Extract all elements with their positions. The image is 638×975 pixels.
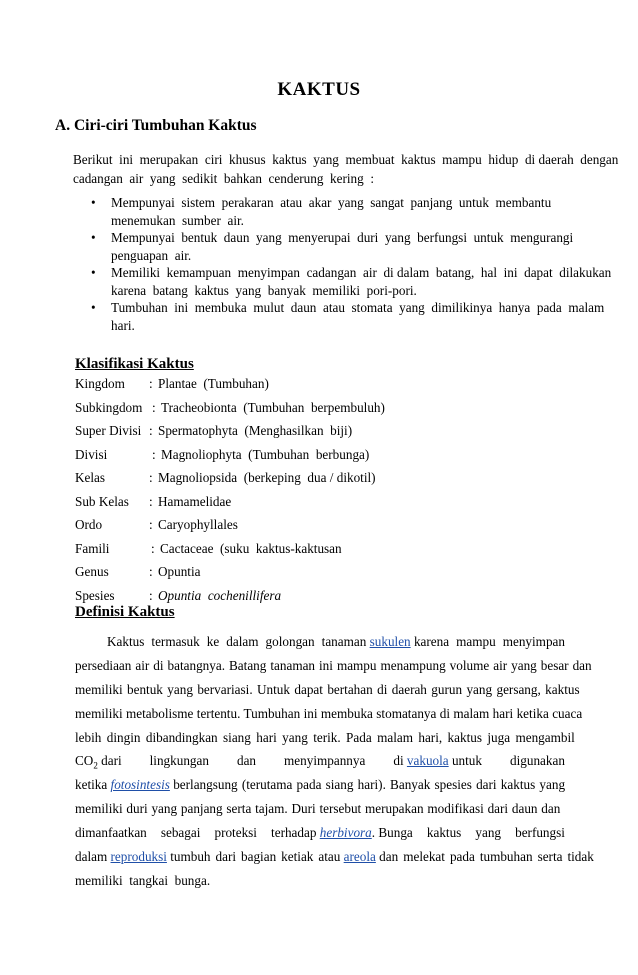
link-sukulen[interactable]: sukulen [369,634,411,649]
bullet-icon: • [91,265,96,280]
word: termasuk [151,634,200,649]
word: dimanfaatkan [75,825,147,841]
word-co2: $CO_2$ dari [75,753,122,772]
klasifikasi-heading: Klasifikasi Kaktus [75,356,194,372]
intro-line: cadangan air yang sedikit bahkan cenderung kering : [73,171,375,186]
line-text: memiliki bentuk yang bervariasi. Untuk dapat bertahan di daerah gurun yang gersang, kaktus [75,681,580,697]
word: proteksi [214,825,257,841]
row-key: Spesies [75,587,115,603]
word: yang [475,825,502,841]
bullet-item [73,299,605,334]
row-key: Kelas [75,470,106,485]
paragraph-line [75,657,592,681]
word-with-link: dalam reproduksi tumbuh dari bagian ketiak atau areola dan melekat pada tumbuhan serta tidak [75,849,594,865]
row-key: Ordo [75,517,103,532]
link-areola[interactable]: areola [343,849,376,865]
row-value: Opuntia [158,564,201,579]
row-separator: : [152,446,156,462]
bullet-line: Mempunyai sistem perakaran atau akar yang sangat panjang untuk membantu [111,195,552,210]
word: kaktus [426,825,462,841]
row-separator: : [149,470,153,485]
paragraph-line [75,776,565,800]
row-value: Hamamelidae [158,493,232,509]
row-key: Divisi [75,446,108,462]
page-title: KAKTUS [277,79,361,100]
line-text: memiliki duri yang panjang serta tajam. Duri tersebut merupakan modifikasi dari daun dan [75,801,561,817]
bullet-line: penguapan air. [111,247,192,263]
row-separator: : [149,376,153,391]
row-value: Cactaceae (suku kaktus-kaktusan [160,540,342,556]
intro-line: Berikut ini merupakan ciri khusus kaktus yang membuat kaktus mampu hidup di daerah dengan [73,152,619,167]
bullet-line: Tumbuhan ini membuka mulut daun atau stomata yang dimilikinya hanya pada malam [111,300,605,315]
row-separator: : [149,564,153,579]
bullet-icon: • [91,300,96,315]
link-vakuola[interactable]: vakuola [406,753,449,769]
bullet-icon: • [91,230,96,245]
link-fotosintesis[interactable]: fotosintesis [110,777,170,793]
paragraph-line [75,800,565,824]
paragraph-line [75,705,583,729]
row-separator: : [149,587,153,603]
row-key: Super Divisi [75,423,142,438]
table-row [75,563,495,587]
paragraph-line [75,824,565,848]
paragraph-line [75,729,575,753]
row-value: Plantae (Tumbuhan) [158,376,269,391]
word: mampu [456,634,496,649]
paragraph-line [75,752,565,776]
word: Kaktus [107,634,145,649]
bullet-line: Memiliki kemampuan menyimpan cadangan air di dalam batang, hal ini dapat dilakukan [111,265,612,280]
paragraph-line [75,633,565,657]
line-text: persediaan air di batangnya. Batang tanaman ini mampu menampung volume air yang besar dan [75,657,592,673]
row-separator: : [149,493,153,509]
bullet-line: Mempunyai bentuk daun yang menyerupai duri yang berfungsi untuk mengurangi [111,230,574,245]
row-separator: : [149,517,153,532]
table-row [75,422,495,446]
bullet-line: menemukan sumber air. [111,212,244,228]
link-herbivora[interactable]: herbivora [319,825,372,841]
definisi-heading: Definisi Kaktus [75,604,175,620]
word-with-link: di vakuola untuk [393,753,482,769]
row-separator: : [149,423,153,438]
row-key: Famili [75,540,110,556]
table-row [75,446,495,470]
bullet-item [73,264,612,299]
bullet-item [73,229,574,264]
word-with-link: tanaman sukulen karena [321,634,450,649]
row-value: Spermatophyta (Menghasilkan biji) [158,423,353,438]
line-text: lebih dingin dibandingkan siang hari yang terik. Pada malam hari, kaktus juga mengambil [75,729,575,745]
bullet-list [73,194,612,334]
table-row [75,493,495,517]
row-key: Subkingdom [75,399,143,415]
word: berfungsi [515,825,565,841]
word: sebagai [160,825,201,841]
row-value: Opuntia cochenillifera [158,587,282,603]
intro-paragraph [73,150,619,188]
word: dan [236,753,257,769]
row-value: Caryophyllales [158,517,238,532]
table-row [75,469,495,493]
word: lingkungan [149,753,209,769]
bullet-line: karena batang kaktus yang banyak memiliki pori-pori. [111,282,417,298]
word: dalam [226,634,259,649]
row-key: Genus [75,564,109,579]
section-a-heading: A. Ciri-ciri Tumbuhan Kaktus [55,117,257,134]
table-row [75,375,495,399]
paragraph-line [75,681,580,705]
row-value: Tracheobionta (Tumbuhan berpembuluh) [161,399,385,415]
word-with-link: ketika fotosintesis berlangsung (terutama pada siang hari). Banyak spesies dari kaktus yang [75,777,566,793]
definisi-paragraph [75,633,594,896]
paragraph-line [75,872,565,896]
row-value: Magnoliophyta (Tumbuhan berbunga) [161,446,370,462]
word: menyimpan [502,634,565,649]
table-row [75,399,495,423]
row-separator: : [152,399,156,415]
word: ke [206,634,220,649]
table-row [75,516,495,540]
link-reproduksi[interactable]: reproduksi [110,849,167,865]
row-key: Sub Kelas [75,493,129,509]
word-with-link: terhadap herbivora. Bunga [271,825,413,841]
bullet-line: hari. [111,317,135,333]
bullet-icon: • [91,195,96,210]
klasifikasi-table [75,375,495,610]
line-text: memiliki tangkai bunga. [75,872,211,888]
row-separator: : [151,540,155,556]
line-text: memiliki metabolisme tertentu. Tumbuhan ini membuka stomatanya di malam hari ketika cuaca [75,705,583,721]
word: menyimpannya [284,753,366,769]
row-value: Magnoliopsida (berkeping dua / dikotil) [158,470,376,485]
word: golongan [265,634,315,649]
row-key: Kingdom [75,376,125,391]
word: digunakan [510,753,565,769]
paragraph-line [75,848,594,872]
table-row [75,540,495,564]
bullet-item [73,194,552,229]
